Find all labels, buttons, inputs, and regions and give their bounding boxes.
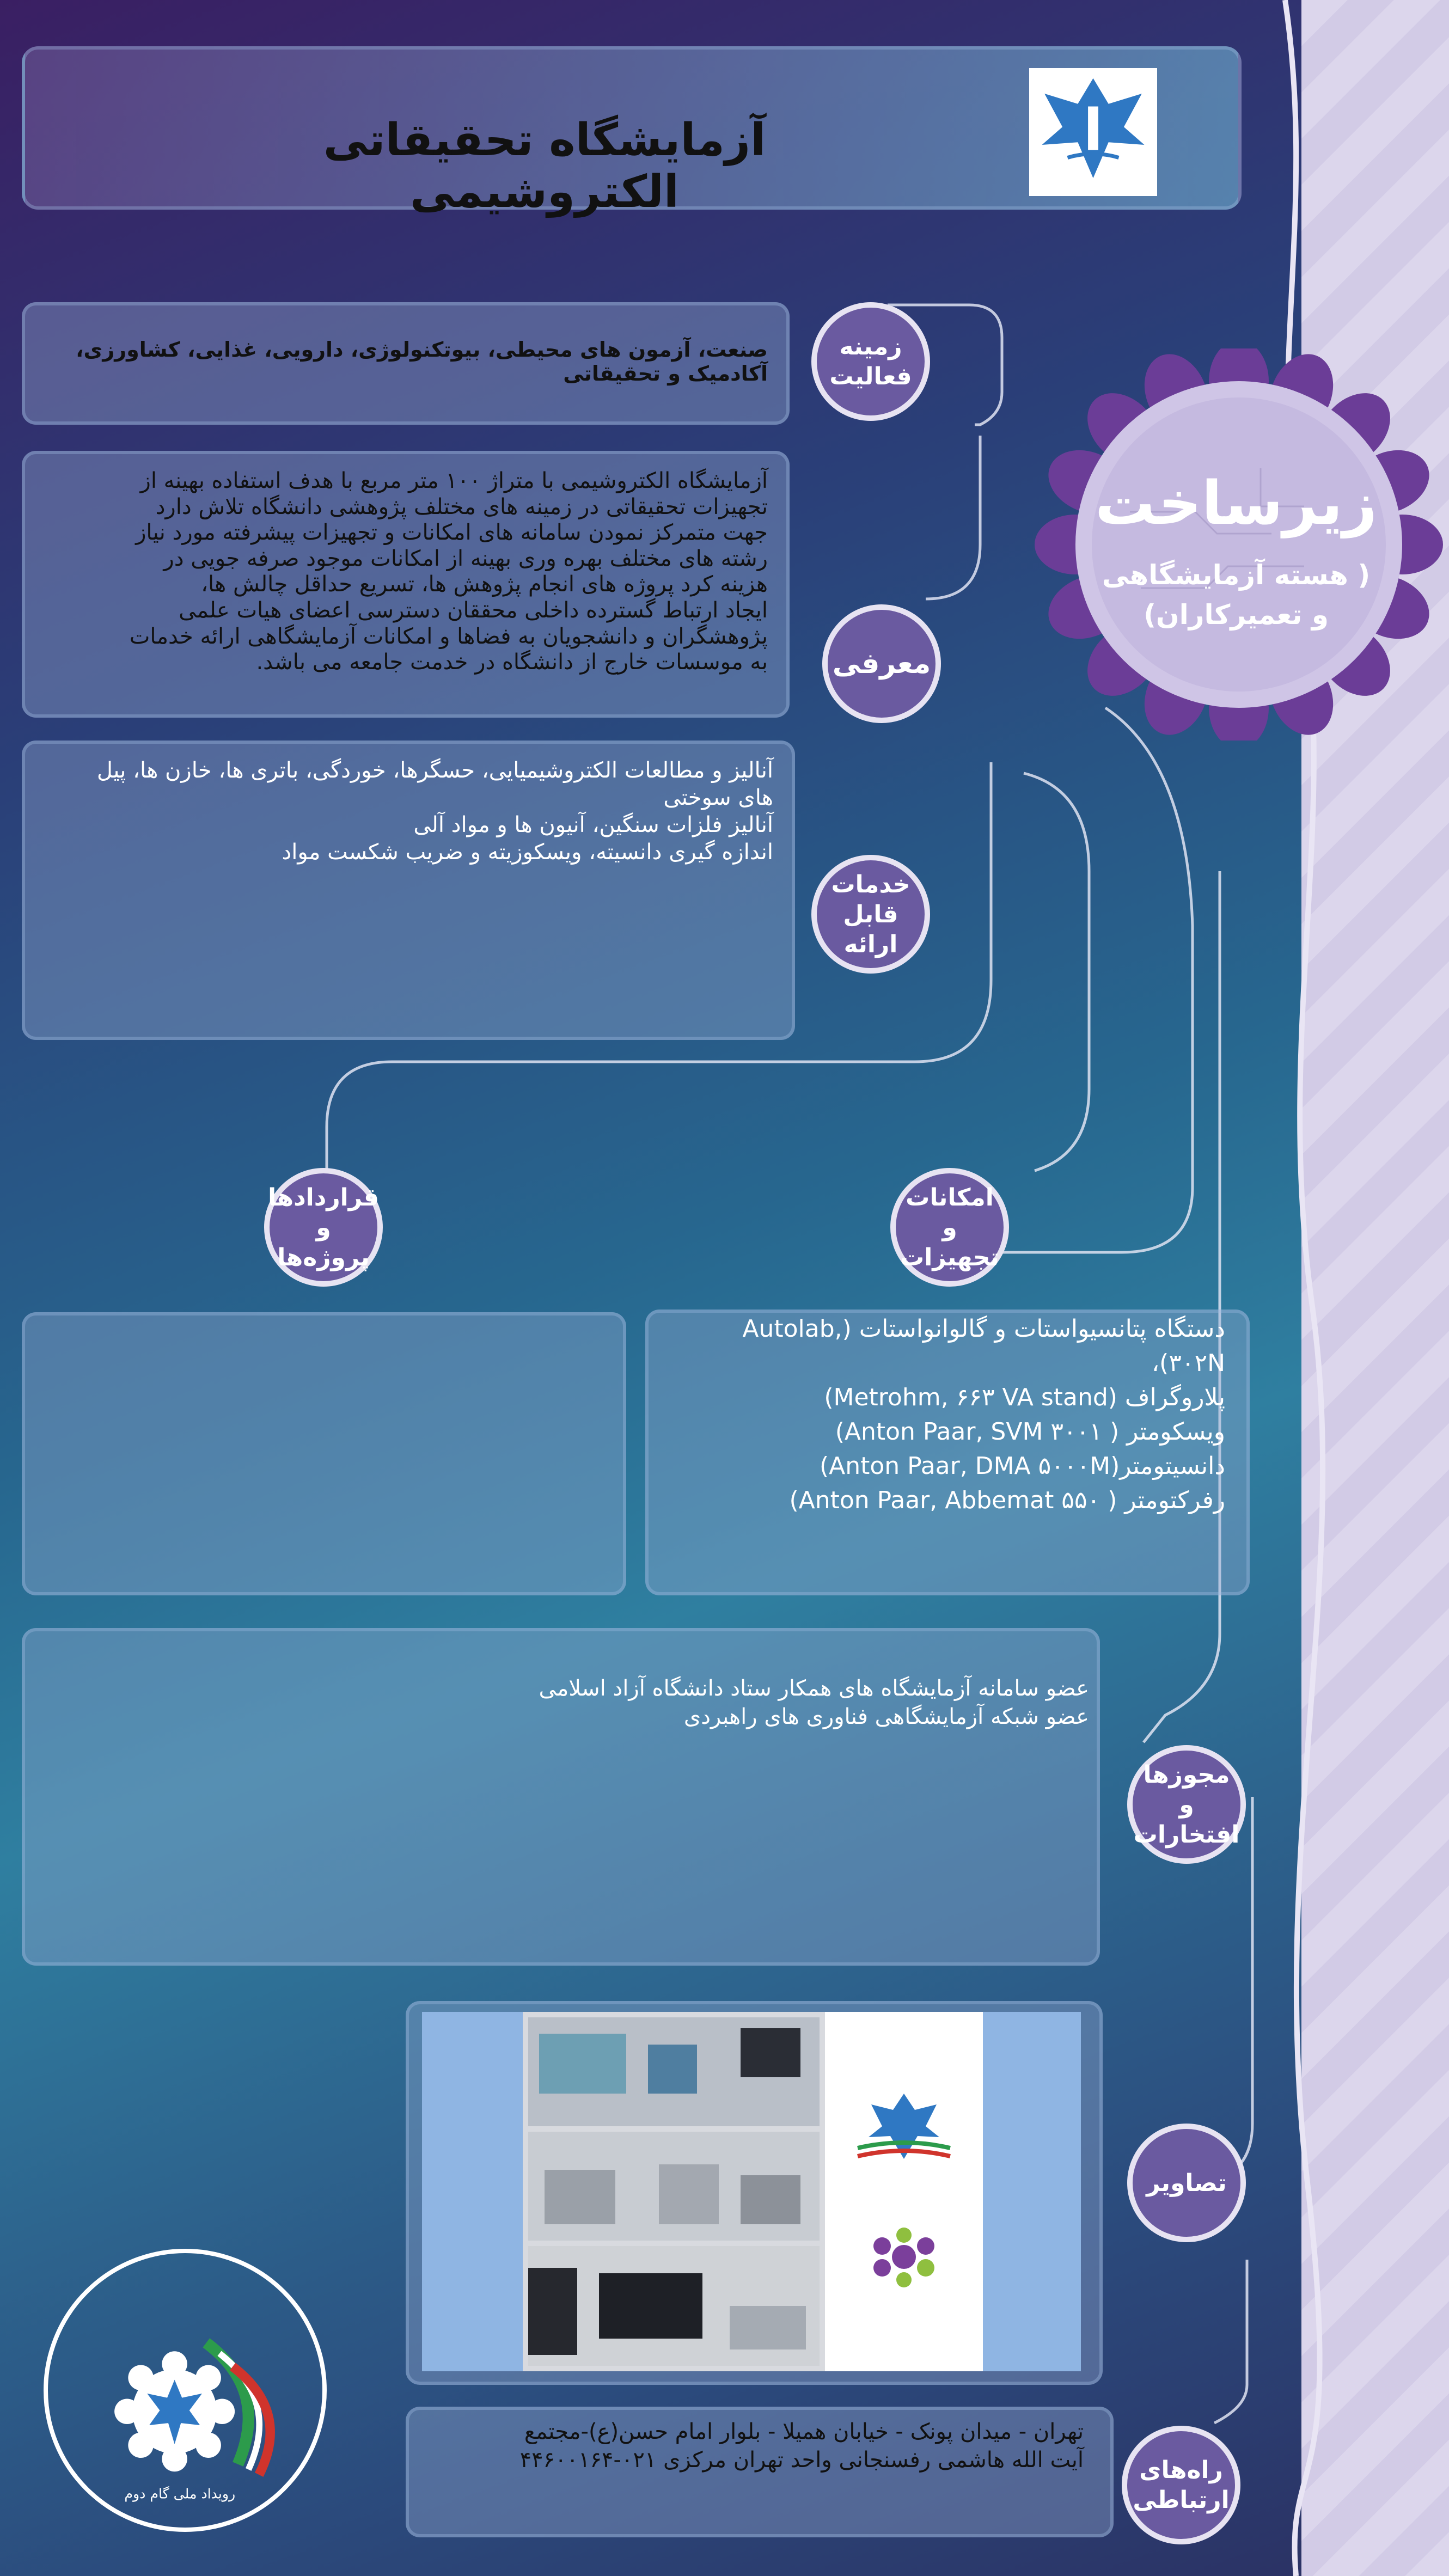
equipment-line: رفرکتومتر ( Anton Paar, Abbemat ۵۵۰) <box>789 1486 1225 1514</box>
contact-line: تهران - میدان پونک - خیابان همیلا - بلوار امام حسن(ع)-مجتمع <box>524 2419 1084 2444</box>
contact-label-line1: راه‌های <box>1139 2456 1223 2484</box>
intro-line: به موسسات خارج از دانشگاه در خدمت جامعه می باشد. <box>256 650 768 675</box>
licenses-text <box>479 1674 1089 1731</box>
intro-line: هزینه کرد پروژه های انجام پژوهش ها، تسریع حداقل چالش ها، <box>201 572 768 597</box>
lab-photo-logos <box>825 2012 983 2371</box>
intro-line: تجهیزات تحقیقاتی در زمینه های مختلف پژوهشی دانشگاه تلاش دارد <box>155 494 768 519</box>
infrastructure-flower-emblem <box>1029 348 1448 741</box>
contracts-panel <box>22 1312 626 1595</box>
svg-text:چهل‌وسومین‌سال تاسیس دانشگاه آ <box>48 2253 60 2257</box>
contact-label-line2: ارتباطی <box>1133 2486 1230 2514</box>
intro-line: جهت متمرکز نمودن سامانه های امکانات و تجهیزات پیشرفته مورد نیاز <box>136 520 768 546</box>
contracts-label-line2: پروژه‌ها <box>277 1243 370 1271</box>
field-text: صنعت، آزمون های محیطی، بیوتکنولوژی، دارویی، غذایی، کشاورزی، آکادمیک و تحقیقاتی <box>76 338 768 386</box>
contact-text <box>430 2418 1084 2474</box>
infrastructure-subtitle <box>1067 555 1405 634</box>
services-line: آنالیز فلزات سنگین، آنیون ها و مواد آلی <box>413 812 773 837</box>
services-line: آنالیز و مطالعات الکتروشیمیایی، حسگرها، خوردگی، باتری ها، خازن ها، پیل <box>96 758 773 783</box>
intro-line: آزمایشگاه الکتروشیمی با متراژ ۱۰۰ متر مربع با هدف استفاده بهینه از <box>140 468 768 493</box>
services-line: اندازه گیری دانسیته، ویسکوزیته و ضریب شکست مواد <box>282 840 773 865</box>
services-label-line2: قابل ارائه <box>843 900 898 958</box>
licenses-label-line1: مجوزها <box>1143 1760 1230 1789</box>
services-line: های سوختی <box>663 785 773 810</box>
infrastructure-subtitle-line1: ( هسته آزمایشگاهی <box>1102 559 1371 591</box>
anniversary-emblem <box>44 2249 327 2532</box>
licenses-label-line2: و افتخارات <box>1133 1790 1240 1849</box>
field-label-line2: فعالیت <box>829 363 912 390</box>
equipment-line: پلاروگراف (Metrohm, ۶۶۳ VA stand) <box>824 1383 1225 1411</box>
lab-photo-collage <box>422 2012 1081 2371</box>
contracts-label-line1: قراردادها و <box>268 1183 379 1241</box>
anniversary-arc-text <box>48 2253 60 2257</box>
equipment-label-line2: تجهیزات <box>900 1243 999 1271</box>
field-label-line1: زمینه <box>839 333 902 360</box>
contact-line: آیت الله هاشمی رفسنجانی واحد تهران مرکزی ۰۲۱-۴۴۶۰۰۱۶۴ <box>519 2447 1084 2473</box>
licenses-badge <box>1127 1745 1246 1864</box>
equipment-line: ویسکومتر ( Anton Paar, SVM ۳۰۰۱) <box>835 1417 1225 1446</box>
services-badge <box>811 855 930 974</box>
equipment-text <box>670 1312 1225 1518</box>
infrastructure-subtitle-line2: و تعمیرکاران) <box>1144 598 1329 631</box>
intro-badge <box>822 604 941 723</box>
intro-label: معرفی <box>832 647 931 680</box>
intro-line: ایجاد ارتباط گسترده داخلی محققان دسترسی اعضای هیات علمی <box>179 597 768 623</box>
lab-photo-equipment <box>523 2012 825 2371</box>
intro-text <box>49 468 768 676</box>
contracts-badge <box>264 1168 383 1287</box>
field-badge <box>811 302 930 421</box>
university-logo-icon <box>1029 68 1157 196</box>
anniversary-slogan: رویداد ملی گام دوم <box>124 2486 236 2502</box>
anniversary-logo-icon <box>48 2253 322 2528</box>
infrastructure-title: زیرساخت <box>1095 468 1378 538</box>
equipment-badge <box>890 1168 1009 1287</box>
services-label-line1: خدمات <box>831 870 910 898</box>
images-label: تصاویر <box>1146 2169 1227 2197</box>
contact-badge <box>1122 2426 1240 2544</box>
equipment-label-line1: امکانات و <box>906 1183 994 1241</box>
equipment-line: دستگاه پتانسیواستات و گالوانواستات (Autolab, ۳۰۲N)، <box>742 1315 1225 1377</box>
licenses-line: عضو سامانه آزمایشگاه های همکار ستاد دانشگاه آزاد اسلامی <box>539 1676 1089 1701</box>
equipment-line: دانسیتومتر(Anton Paar, DMA ۵۰۰۰M) <box>819 1452 1225 1480</box>
images-badge <box>1127 2124 1246 2242</box>
page-title: آزمایشگاه تحقیقاتی الکتروشیمی <box>323 114 766 218</box>
intro-line: پژوهشگران و دانشجویان به فضاها و امکانات آزمایشگاهی ارائه خدمات <box>129 623 768 649</box>
intro-line: رشته های مختلف بهره وری بهینه از امکانات موجود صرفه جویی در <box>163 546 768 571</box>
licenses-line: عضو شبکه آزمایشگاهی فناوری های راهبردی <box>683 1704 1089 1729</box>
services-text <box>44 757 773 866</box>
